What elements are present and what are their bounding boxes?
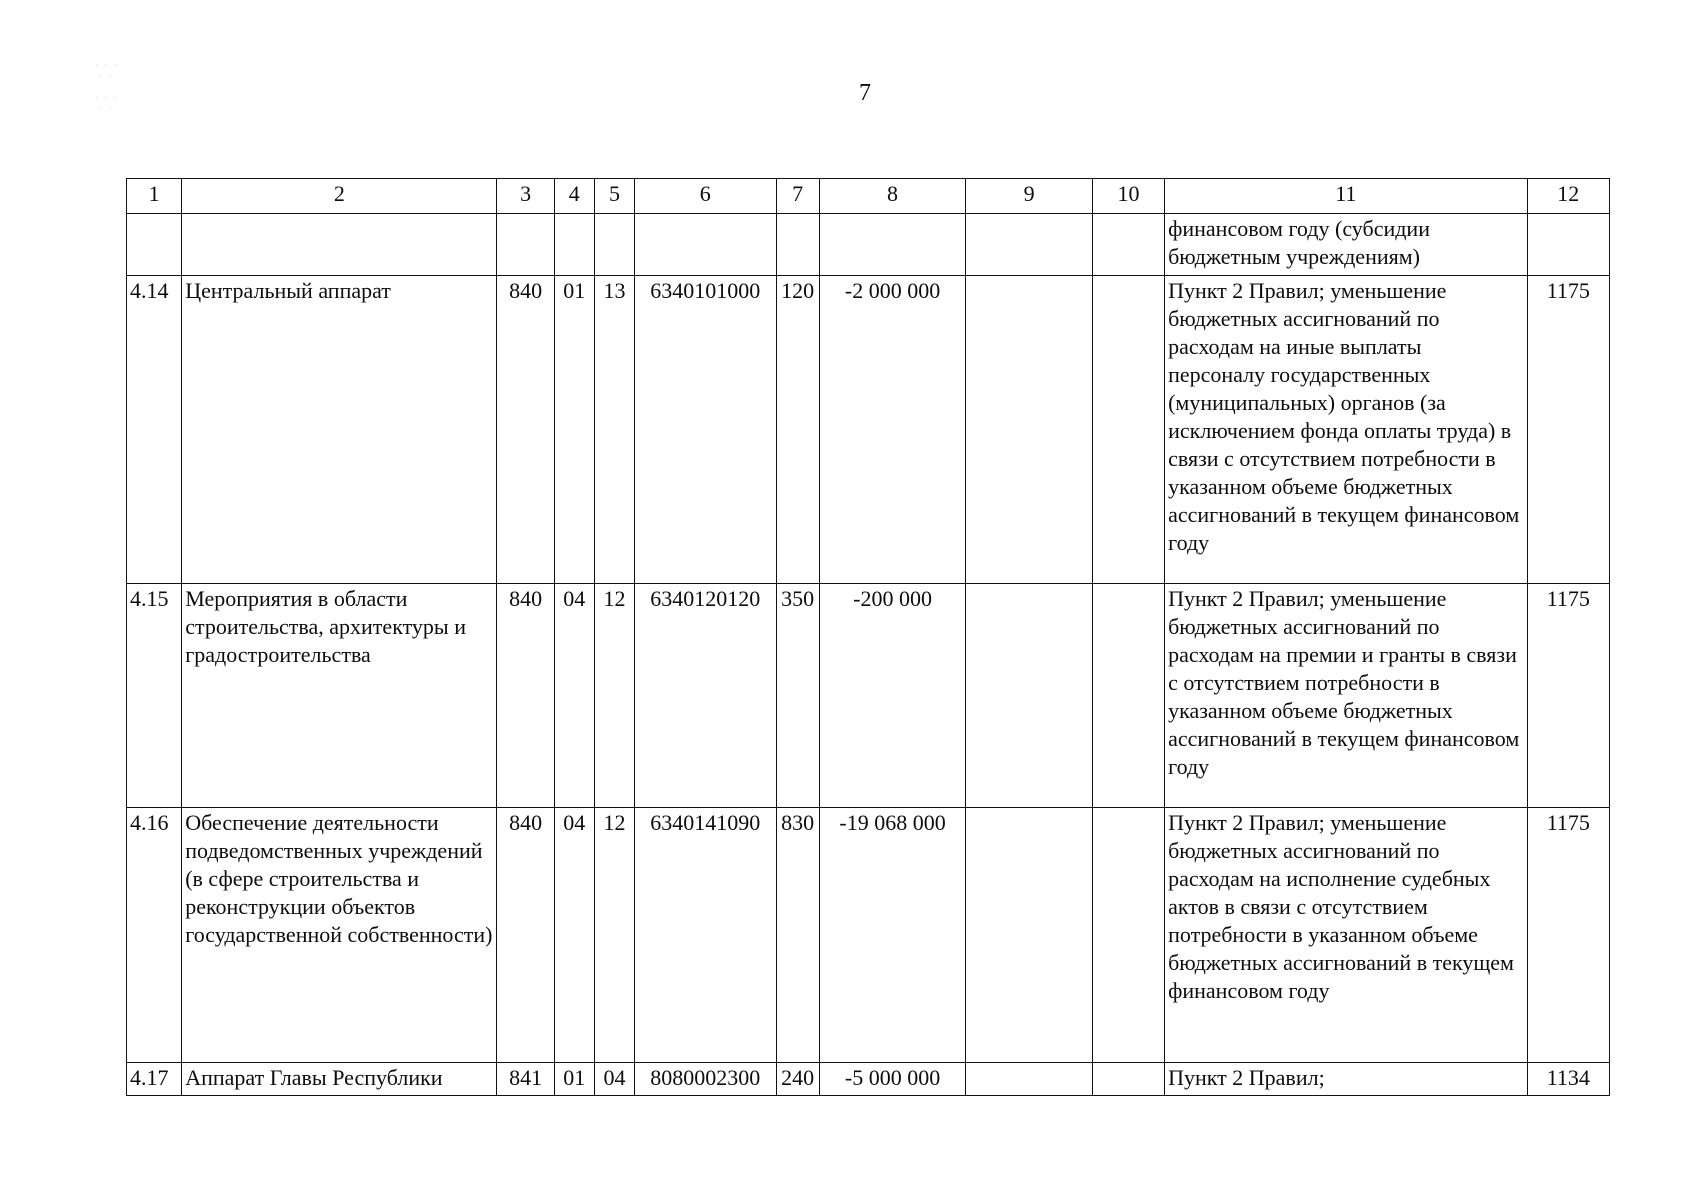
justification-cell: Пункт 2 Правил; уменьшение бюджетных ассигнований по расходам на иные выплаты персоналу государственных (муниципальных) органов (за исключением фонда оплаты труда) в связи с отсутствием потребности в указанном объеме бюджетных ассигнований в текущем финансовом году (1165, 276, 1527, 584)
item-number: 4.17 (127, 1063, 182, 1096)
table-row (127, 1063, 1610, 1096)
code-cell: 240 (776, 1063, 819, 1096)
table-row (127, 276, 1610, 584)
header-cell: 10 (1092, 179, 1164, 214)
amount-cell: -19 068 000 (819, 808, 966, 1063)
justification-cell: Пункт 2 Правил; (1165, 1063, 1527, 1096)
header-cell: 8 (819, 179, 966, 214)
item-name: Мероприятия в области строительства, архитектуры и градостроительства (182, 584, 497, 808)
code-cell: 840 (497, 808, 554, 1063)
code-cell: 840 (497, 276, 554, 584)
code-cell: 1175 (1527, 808, 1609, 1063)
header-cell: 7 (776, 179, 819, 214)
table-row (127, 584, 1610, 808)
item-name: Обеспечение деятельности подведомственных учреждений (в сфере строительства и реконструкции объектов государственной собственности) (182, 808, 497, 1063)
amount-cell (1092, 584, 1164, 808)
empty-cell (182, 214, 497, 276)
header-cell: 2 (182, 179, 497, 214)
empty-cell (594, 214, 634, 276)
code-cell: 04 (554, 584, 594, 808)
header-cell: 6 (635, 179, 777, 214)
amount-cell (966, 808, 1093, 1063)
header-cell: 4 (554, 179, 594, 214)
code-cell: 1175 (1527, 276, 1609, 584)
code-cell: 04 (554, 808, 594, 1063)
item-number: 4.16 (127, 808, 182, 1063)
code-cell: 04 (594, 1063, 634, 1096)
code-cell: 841 (497, 1063, 554, 1096)
code-cell: 1175 (1527, 584, 1609, 808)
header-cell: 9 (966, 179, 1093, 214)
empty-cell (127, 214, 182, 276)
page-number: 7 (859, 80, 871, 106)
code-cell: 840 (497, 584, 554, 808)
code-cell: 01 (554, 1063, 594, 1096)
header-cell: 12 (1527, 179, 1609, 214)
budget-table (126, 178, 1610, 1096)
empty-cell (1092, 214, 1164, 276)
empty-cell (497, 214, 554, 276)
empty-cell (819, 214, 966, 276)
amount-cell (1092, 1063, 1164, 1096)
empty-cell (1527, 214, 1609, 276)
code-cell: 120 (776, 276, 819, 584)
table-row (127, 808, 1610, 1063)
scan-artifact: · · · · · · · · · · (95, 60, 119, 114)
amount-cell (1092, 808, 1164, 1063)
table-row-continuation (127, 214, 1610, 276)
header-cell: 3 (497, 179, 554, 214)
code-cell: 6340101000 (635, 276, 777, 584)
header-cell: 5 (594, 179, 634, 214)
empty-cell (554, 214, 594, 276)
justification-cell: Пункт 2 Правил; уменьшение бюджетных ассигнований по расходам на исполнение судебных актов в связи с отсутствием потребности в указанном объеме бюджетных ассигнований в текущем финансовом году (1165, 808, 1527, 1063)
item-number: 4.15 (127, 584, 182, 808)
amount-cell (966, 584, 1093, 808)
amount-cell (1092, 276, 1164, 584)
code-cell: 830 (776, 808, 819, 1063)
code-cell: 01 (554, 276, 594, 584)
amount-cell: -5 000 000 (819, 1063, 966, 1096)
table-header-row (127, 179, 1610, 214)
code-cell: 6340120120 (635, 584, 777, 808)
code-cell: 12 (594, 808, 634, 1063)
justification-cell: финансовом году (субсидии бюджетным учреждениям) (1165, 214, 1527, 276)
item-number: 4.14 (127, 276, 182, 584)
item-name: Центральный аппарат (182, 276, 497, 584)
empty-cell (635, 214, 777, 276)
header-cell: 1 (127, 179, 182, 214)
amount-cell (966, 1063, 1093, 1096)
amount-cell: -2 000 000 (819, 276, 966, 584)
code-cell: 350 (776, 584, 819, 808)
header-cell: 11 (1165, 179, 1527, 214)
amount-cell (966, 276, 1093, 584)
code-cell: 12 (594, 584, 634, 808)
code-cell: 13 (594, 276, 634, 584)
amount-cell: -200 000 (819, 584, 966, 808)
code-cell: 6340141090 (635, 808, 777, 1063)
empty-cell (966, 214, 1093, 276)
item-name: Аппарат Главы Республики (182, 1063, 497, 1096)
empty-cell (776, 214, 819, 276)
code-cell: 8080002300 (635, 1063, 777, 1096)
justification-cell: Пункт 2 Правил; уменьшение бюджетных ассигнований по расходам на премии и гранты в связи с отсутствием потребности в указанном объеме бюджетных ассигнований в текущем финансовом году (1165, 584, 1527, 808)
code-cell: 1134 (1527, 1063, 1609, 1096)
